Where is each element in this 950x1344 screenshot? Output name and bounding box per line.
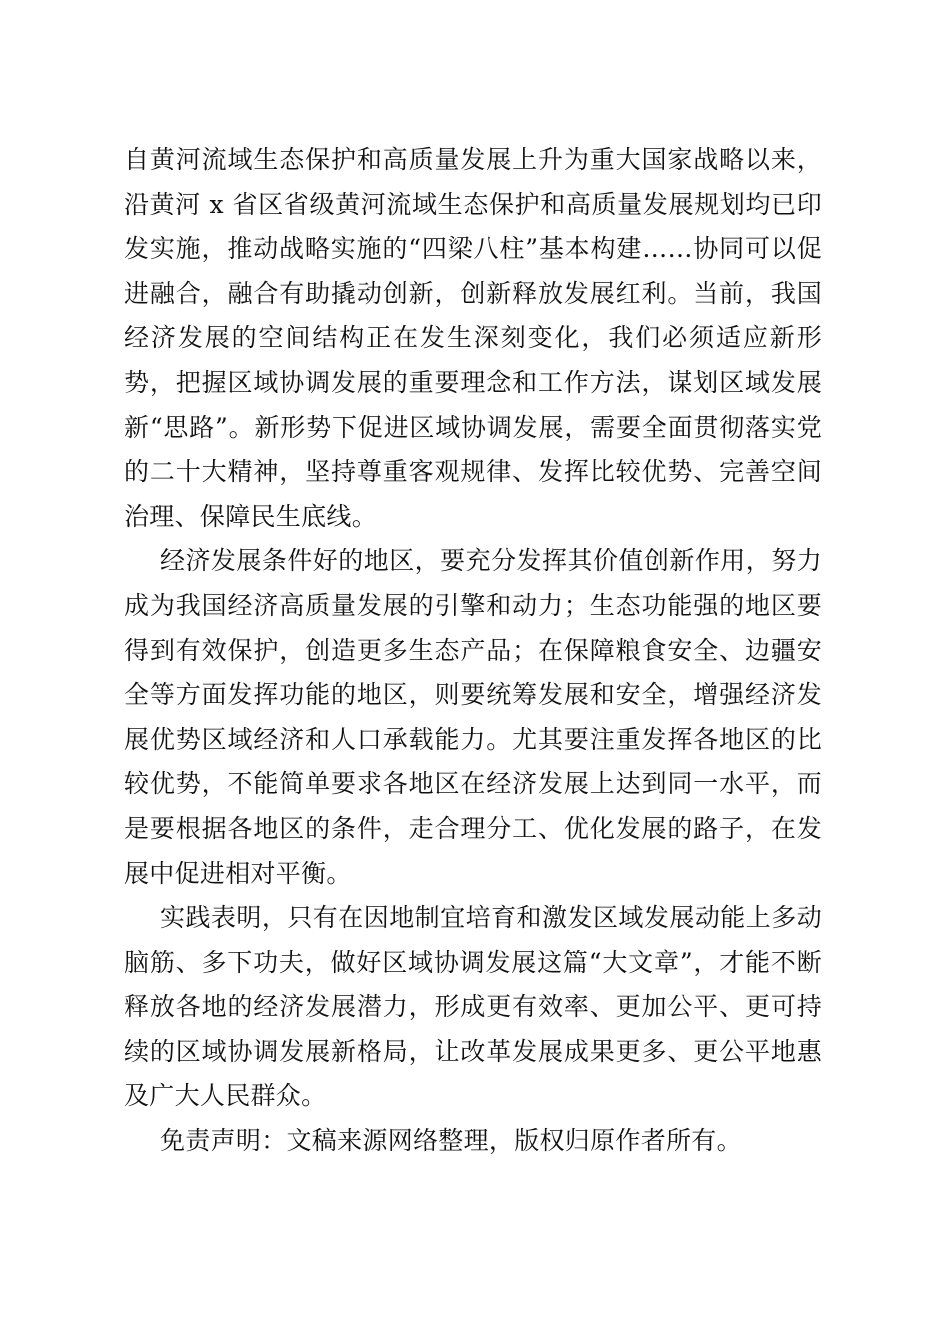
disclaimer: 免责声明：文稿来源网络整理，版权归原作者所有。 xyxy=(160,1126,742,1156)
document-body xyxy=(124,138,822,1164)
paragraph-intro: 自黄河流域生态保护和高质量发展上升为重大国家战略以来，沿黄河 x 省区省级黄河流域生态保护和高质量发展规划均已印发实施，推动战略实施的“四梁八柱”基本构建……协同可以促进融合，融合有助撬动创新，创新释放发展红利。当前，我国经济发展的空间结构正在发生深刻变化，我们必须适应新形势，把握区域协调发展的重要理念和工作方法，谋划区域发展新“思路”。新形势下促进区域协调发展，需要全面贯彻落实党的二十大精神，坚持尊重客观规律、发挥比较优势、完善空间治理、保障民生底线。 xyxy=(124,145,822,531)
paragraph-conclusion: 实践表明，只有在因地制宜培育和激发区域发展动能上多动脑筋、多下功夫，做好区域协调发展这篇“大文章”，才能不断释放各地的经济发展潜力，形成更有效率、更加公平、更可持续的区域协调发展新格局，让改革发展成果更多、更公平地惠及广大人民群众。 xyxy=(124,903,822,1111)
paragraph-regional-roles: 经济发展条件好的地区，要充分发挥其价值创新作用，努力成为我国经济高质量发展的引擎和动力；生态功能强的地区要得到有效保护，创造更多生态产品；在保障粮食安全、边疆安全等方面发挥功能的地区，则要统筹发展和安全，增强经济发展优势区域经济和人口承载能力。尤其要注重发挥各地区的比较优势，不能简单要求各地区在经济发展上达到同一水平，而是要根据各地区的条件，走合理分工、优化发展的路子，在发展中促进相对平衡。 xyxy=(124,546,822,888)
